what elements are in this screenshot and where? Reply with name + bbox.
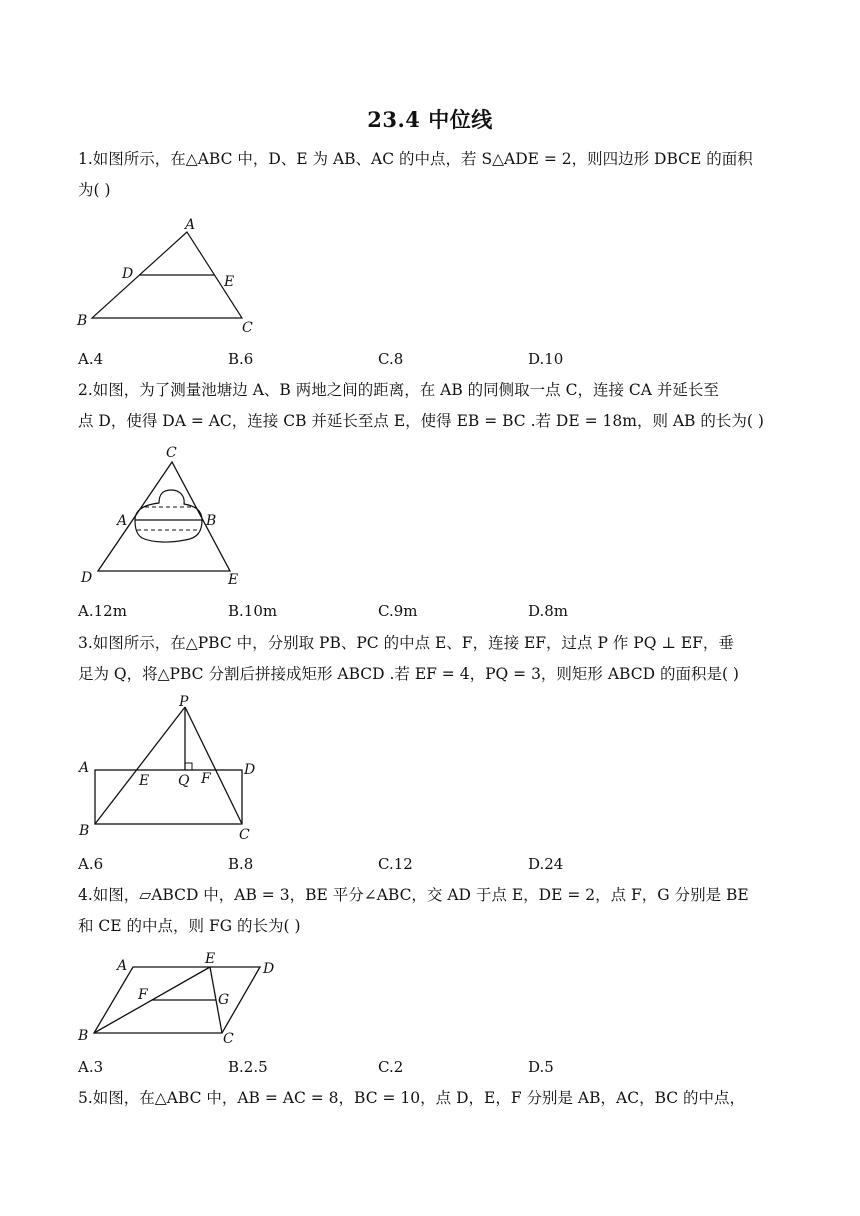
figure-1-label-a: A (185, 217, 196, 233)
option-c[interactable]: C.2 (378, 1058, 404, 1076)
question-2-options (78, 602, 778, 624)
figure-4-label-f: F (138, 987, 148, 1003)
option-d[interactable]: D.5 (528, 1058, 554, 1076)
figure-3-label-f: F (201, 771, 211, 787)
question-2 (78, 375, 778, 437)
option-a[interactable]: A.3 (78, 1058, 104, 1076)
figure-3-label-e: E (139, 773, 150, 789)
figure-4-label-e: E (205, 951, 216, 967)
figure-2-label-d: D (81, 570, 93, 586)
figure-4-label-b: B (78, 1028, 89, 1044)
question-5-line-1: 5.如图，在△ABC 中，AB = AC = 8，BC = 10，点 D，E，F 分别是 AB，AC，BC 的中点， (78, 1089, 746, 1107)
option-a[interactable]: A.6 (78, 855, 104, 873)
figure-2-label-e: E (228, 572, 239, 588)
option-d[interactable]: D.10 (528, 350, 564, 368)
figure-4-label-d: D (263, 961, 275, 977)
option-c[interactable]: C.12 (378, 855, 413, 873)
figure-1-label-d: D (122, 266, 134, 282)
figure-3-label-c: C (239, 827, 250, 843)
option-b[interactable]: B.8 (228, 855, 254, 873)
question-3 (78, 628, 778, 690)
question-1-line-1: 1.如图所示，在△ABC 中，D、E 为 AB、AC 的中点，若 S△ADE = 2，则四边形 DBCE 的面积 (78, 150, 753, 168)
option-d[interactable]: D.24 (528, 855, 564, 873)
question-1-options (78, 350, 778, 372)
question-3-line-1: 3.如图所示，在△PBC 中，分别取 PB、PC 的中点 E、F，连接 EF，过点 P 作 PQ ⊥ EF，垂 (78, 634, 734, 652)
figure-3-label-d: D (244, 762, 256, 778)
figure-2-label-c: C (166, 445, 177, 461)
figure-4-label-a: A (117, 958, 128, 974)
option-d[interactable]: D.8m (528, 602, 569, 620)
figure-4-label-c: C (223, 1031, 234, 1047)
question-1-line-2: 为( ) (78, 181, 111, 199)
option-b[interactable]: B.6 (228, 350, 254, 368)
question-3-options (78, 855, 778, 877)
question-2-line-2: 点 D，使得 DA = AC，连接 CB 并延长至点 E，使得 EB = BC .若 DE = 18m，则 AB 的长为( ) (78, 412, 764, 430)
figure-3-label-b: B (79, 823, 90, 839)
figure-2-pond (75, 440, 255, 592)
question-2-line-1: 2.如图，为了测量池塘边 A、B 两地之间的距离，在 AB 的同侧取一点 C，连接 CA 并延长至 (78, 381, 719, 399)
figure-1-label-e: E (224, 274, 235, 290)
question-5 (78, 1083, 778, 1114)
page-title: 23.4 中位线 (367, 107, 493, 132)
option-c[interactable]: C.8 (378, 350, 404, 368)
figure-2-label-a: A (117, 513, 128, 529)
question-4 (78, 880, 778, 942)
figure-1-label-b: B (77, 313, 88, 329)
figure-1-label-c: C (242, 320, 253, 336)
figure-3-label-q: Q (178, 773, 190, 789)
figure-4-parallelogram (72, 946, 292, 1046)
figure-3-rectangle (72, 692, 272, 844)
question-4-options (78, 1058, 778, 1080)
option-a[interactable]: A.12m (78, 602, 127, 620)
figure-2-label-b: B (206, 513, 217, 529)
option-b[interactable]: B.10m (228, 602, 278, 620)
option-a[interactable]: A.4 (78, 350, 104, 368)
question-3-line-2: 足为 Q，将△PBC 分割后拼接成矩形 ABCD .若 EF = 4，PQ = 3，则矩形 ABCD 的面积是( ) (78, 665, 739, 683)
question-4-line-2: 和 CE 的中点，则 FG 的长为( ) (78, 917, 301, 935)
figure-4-label-g: G (218, 992, 230, 1008)
figure-1-triangle (70, 214, 270, 340)
figure-3-label-p: P (179, 694, 189, 710)
option-c[interactable]: C.9m (378, 602, 418, 620)
figure-3-label-a: A (79, 760, 90, 776)
question-4-line-1: 4.如图，▱ABCD 中，AB = 3，BE 平分∠ABC，交 AD 于点 E，DE = 2，点 F，G 分别是 BE (78, 886, 749, 904)
option-b[interactable]: B.2.5 (228, 1058, 268, 1076)
question-1 (78, 144, 778, 206)
